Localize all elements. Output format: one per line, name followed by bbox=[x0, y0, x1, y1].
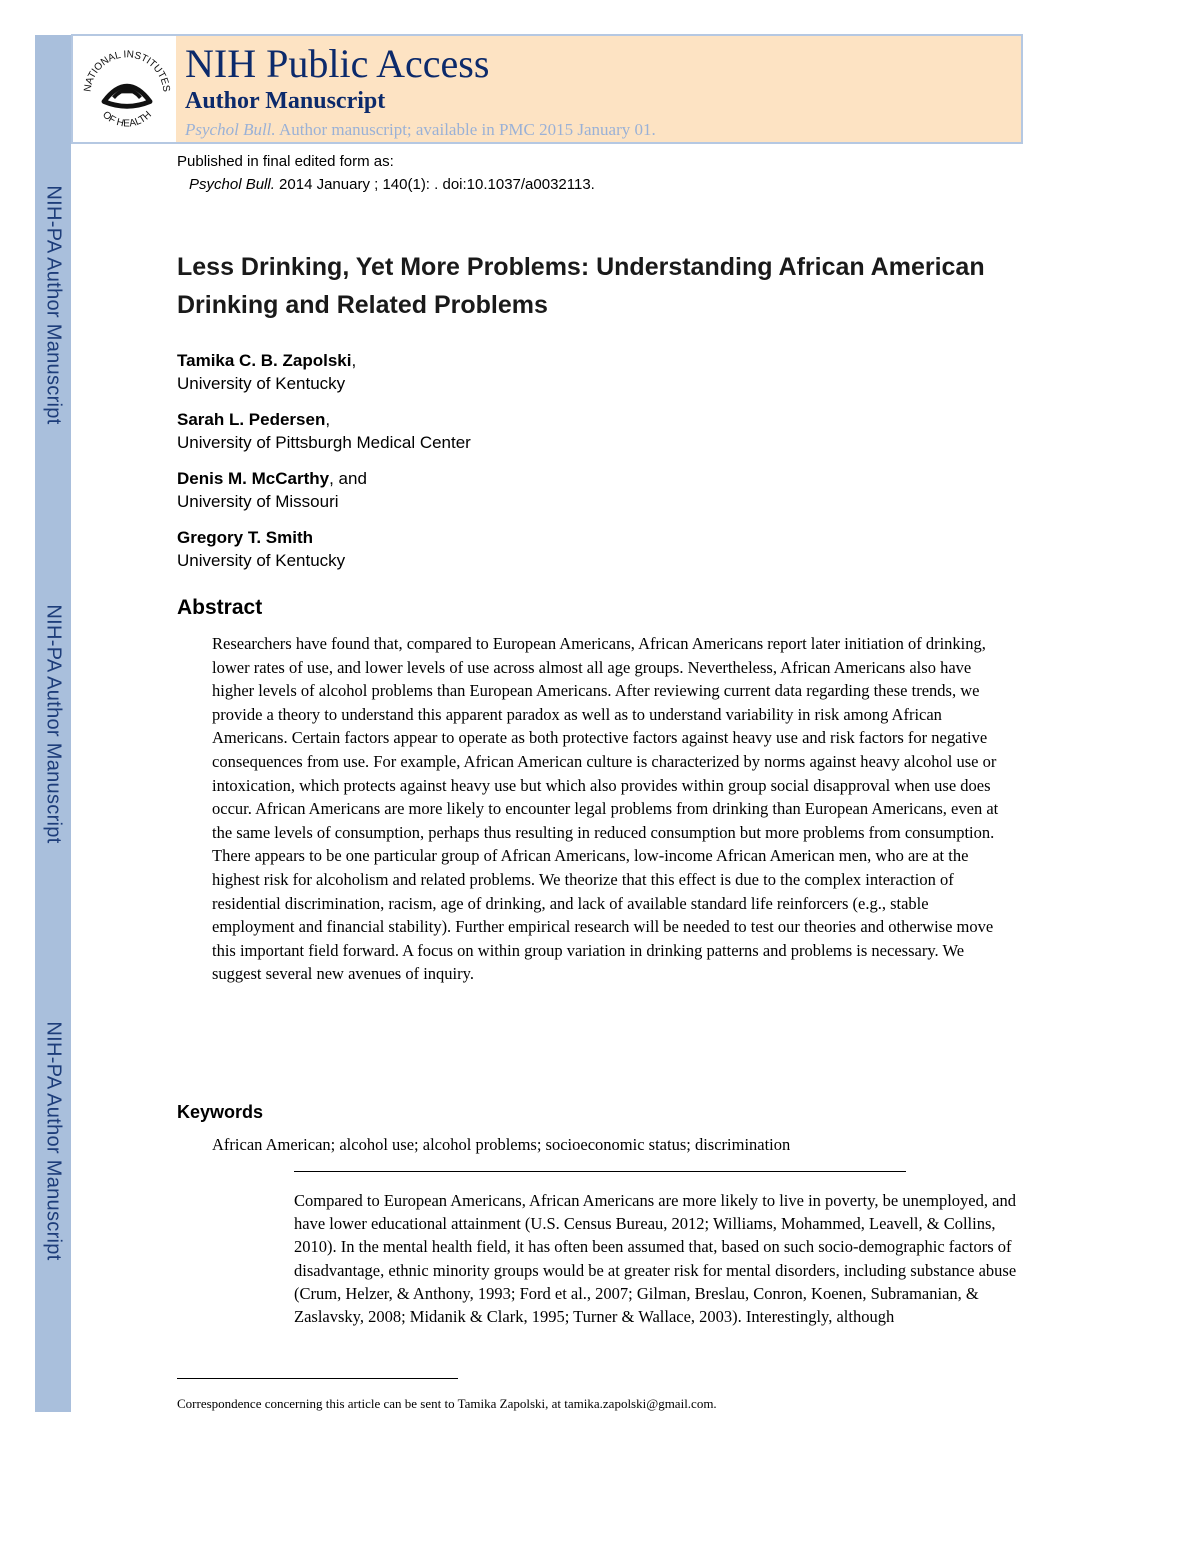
header-journal: Psychol Bull. bbox=[185, 120, 276, 139]
svg-text:NATIONAL INSTITUTES: NATIONAL INSTITUTES bbox=[82, 49, 172, 93]
section-divider bbox=[294, 1171, 906, 1172]
nih-logo-icon bbox=[79, 40, 175, 140]
author-block bbox=[177, 526, 345, 572]
body-paragraph: Compared to European Americans, African Americans are more likely to live in poverty, be unemployed, and have lower educational attainment (U.S. Census Bureau, 2012; Williams, Mohammed, Leavell, & Collins, 2010). In the mental health field, it has often been assumed that, based on such socio-demographic factors of disadvantage, ethnic minority groups would be at greater risk for mental disorders, including substance abuse (Crum, Helzer, & Anthony, 1993; Ford et al., 2007; Gilman, Breslau, Conron, Koenen, Subramanian, & Zaslavsky, 2008; Midanik & Clark, 1995; Turner & Wallace, 2003). Interestingly, although bbox=[294, 1191, 1017, 1327]
author-block: Denis M. McCarthy, and University of Missouri bbox=[177, 469, 367, 511]
article-title: Less Drinking, Yet More Problems: Understanding African American Drinking and Related Problems bbox=[177, 253, 985, 319]
header-availability-text: Author manuscript; available in PMC 2015 January 01. bbox=[278, 120, 656, 139]
footnote: Correspondence concerning this article can be sent to Tamika Zapolski, at tamika.zapolski@gmail.com. bbox=[177, 1396, 717, 1411]
header-availability bbox=[185, 120, 656, 140]
abstract-heading: Abstract bbox=[177, 596, 263, 619]
header-title: NIH Public Access bbox=[185, 41, 490, 86]
abstract-text: Researchers have found that, compared to European Americans, African Americans report later initiation of drinking, lower rates of use, and lower levels of use across almost all age groups. Nevertheless, African Americans also have higher levels of alcohol problems than European Americans. After reviewing current data regarding these trends, we provide a theory to understand this apparent paradox as well as to understand variability in risk among African Americans. Certain factors appear to operate as both protective factors against heavy use and risk factors for negative consequences from use. For example, African American culture is characterized by norms against heavy alcohol use or intoxication, which protects against heavy use but which also provides within group social disapproval when use does occur. African Americans are more likely to encounter legal problems from drinking than European Americans, even at the same levels of consumption, perhaps thus resulting in reduced consumption but more problems from consumption. There appears to be one particular group of African Americans, low-income African American men, who are at the highest risk for alcoholism and related problems. We theorize that this effect is due to the complex interaction of residential discrimination, racism, age of drinking, and lack of available standard life reinforcers (e.g., stable employment and financial stability). Further empirical research will be needed to test our theories and otherwise move this important field forward. A focus on within group variation in drinking patterns and problems is necessary. We suggest several new avenues of inquiry. bbox=[212, 634, 999, 984]
author-affiliation: University of Pittsburgh Medical Center bbox=[177, 433, 471, 452]
author-name: Gregory T. Smith bbox=[177, 528, 314, 547]
author-affiliation: University of Kentucky bbox=[177, 374, 346, 393]
keywords-text: African American; alcohol use; alcohol problems; socioeconomic status; discrimination bbox=[212, 1135, 791, 1154]
header-box bbox=[71, 34, 1023, 144]
citation bbox=[189, 176, 595, 193]
author-affiliation: University of Kentucky bbox=[177, 551, 346, 570]
header-subtitle: Author Manuscript bbox=[185, 88, 386, 114]
author-name: Denis M. McCarthy bbox=[177, 469, 330, 488]
author-name: Sarah L. Pedersen bbox=[177, 410, 326, 429]
author-name: Tamika C. B. Zapolski bbox=[177, 351, 352, 370]
citation-details: 2014 January ; 140(1): . doi:10.1037/a0032113. bbox=[279, 176, 595, 193]
svg-text:OF HEALTH: OF HEALTH bbox=[100, 109, 154, 130]
citation-journal: Psychol Bull. bbox=[189, 176, 275, 193]
footnote-divider bbox=[177, 1378, 458, 1379]
author-block: Sarah L. Pedersen, University of Pittsburgh Medical Center bbox=[177, 410, 471, 452]
keywords-heading: Keywords bbox=[177, 1102, 264, 1122]
author-affiliation: University of Missouri bbox=[177, 492, 339, 511]
author-block: Tamika C. B. Zapolski, University of Kentucky bbox=[177, 351, 357, 393]
published-label: Published in final edited form as: bbox=[177, 153, 394, 170]
